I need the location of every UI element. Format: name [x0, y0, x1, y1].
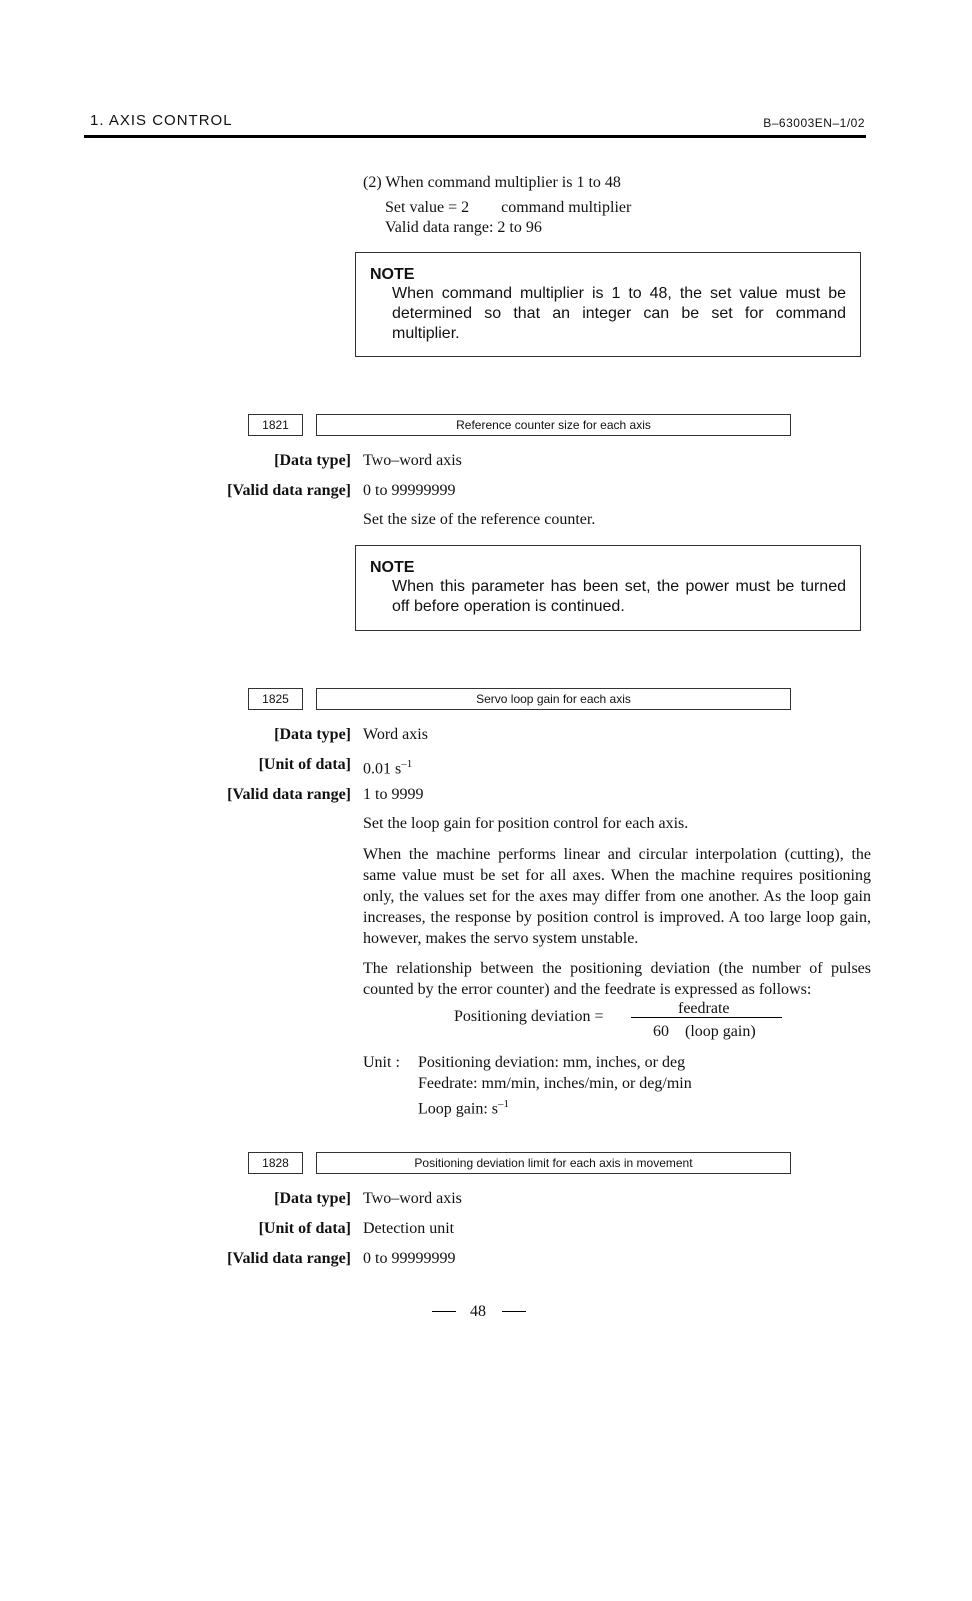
formula-lhs: Positioning deviation = — [454, 1008, 604, 1025]
description: Set the size of the reference counter. — [363, 511, 596, 528]
data-type-label: [Data type] — [274, 452, 351, 469]
data-type-label: [Data type] — [274, 1190, 351, 1207]
page-number: 48 — [470, 1303, 486, 1320]
param-title-box: Servo loop gain for each axis — [316, 688, 791, 710]
unit-value — [363, 754, 412, 779]
data-type-value: Two–word axis — [363, 1190, 462, 1207]
data-type-value: Two–word axis — [363, 452, 462, 469]
note-title: NOTE — [370, 559, 415, 576]
description-paragraph: The relationship between the positioning deviation (the number of pulses counted by the error counter) and the feedrate is expressed as follows: — [363, 960, 871, 998]
valid-range-label: [Valid data range] — [227, 786, 351, 803]
section-title: 1. AXIS CONTROL — [90, 112, 233, 129]
unit-label: [Unit of data] — [258, 756, 351, 773]
unit-label: [Unit of data] — [258, 1220, 351, 1237]
loop-gain-unit: Loop gain: s — [418, 1100, 498, 1118]
multiplier-heading: (2) When command multiplier is 1 to 48 — [363, 174, 621, 191]
param-number-box: 1828 — [248, 1152, 303, 1174]
param-number-box: 1825 — [248, 688, 303, 710]
formula-numerator: feedrate — [678, 1000, 730, 1017]
description-paragraph: When the machine performs linear and circular interpolation (cutting), the same value must be set for all axes. When the machine requires positioning only, the values set for the axes may differ from one another. As the loop gain increases, the response by position control is improved. A too large loop gain, however, makes the servo system unstable. — [363, 846, 871, 947]
note-body: When this parameter has been set, the power must be turned off before operation is continued. — [392, 578, 846, 615]
valid-range-value: 1 to 9999 — [363, 786, 424, 803]
param-title-box: Reference counter size for each axis — [316, 414, 791, 436]
fraction-bar — [631, 1017, 782, 1018]
data-type-label: [Data type] — [274, 726, 351, 743]
unit-base: 0.01 s — [363, 760, 402, 778]
param-number-box: 1821 — [248, 414, 303, 436]
param-title-box: Positioning deviation limit for each axis in movement — [316, 1152, 791, 1174]
valid-range-label: [Valid data range] — [227, 1250, 351, 1267]
valid-range-label: [Valid data range] — [227, 482, 351, 499]
unit-line: Feedrate: mm/min, inches/min, or deg/min — [418, 1075, 692, 1092]
unit-line — [418, 1094, 509, 1119]
page-dash-left — [432, 1311, 456, 1312]
page-dash-right — [502, 1311, 526, 1312]
description: Set the loop gain for position control for each axis. — [363, 815, 689, 832]
unit-line: Positioning deviation: mm, inches, or deg — [418, 1054, 686, 1071]
valid-range-line: Valid data range: 2 to 96 — [385, 219, 542, 236]
note-title: NOTE — [370, 266, 415, 283]
valid-range-value: 0 to 99999999 — [363, 482, 456, 499]
formula-denominator: 60 (loop gain) — [653, 1023, 756, 1040]
data-type-value: Word axis — [363, 726, 428, 743]
header-rule — [84, 135, 866, 138]
valid-range-value: 0 to 99999999 — [363, 1250, 456, 1267]
loop-gain-exponent: –1 — [498, 1098, 509, 1110]
note-box — [355, 545, 861, 631]
note-body: When command multiplier is 1 to 48, the set value must be determined so that an integer can be set for command multiplier. — [392, 285, 846, 342]
unit-prefix: Unit : — [363, 1054, 400, 1071]
document-number: B–63003EN–1/02 — [763, 116, 865, 130]
unit-value: Detection unit — [363, 1220, 455, 1237]
unit-exponent: –1 — [401, 758, 413, 770]
set-value-line: Set value = 2 command multiplier — [385, 199, 632, 216]
note-box — [355, 252, 861, 357]
